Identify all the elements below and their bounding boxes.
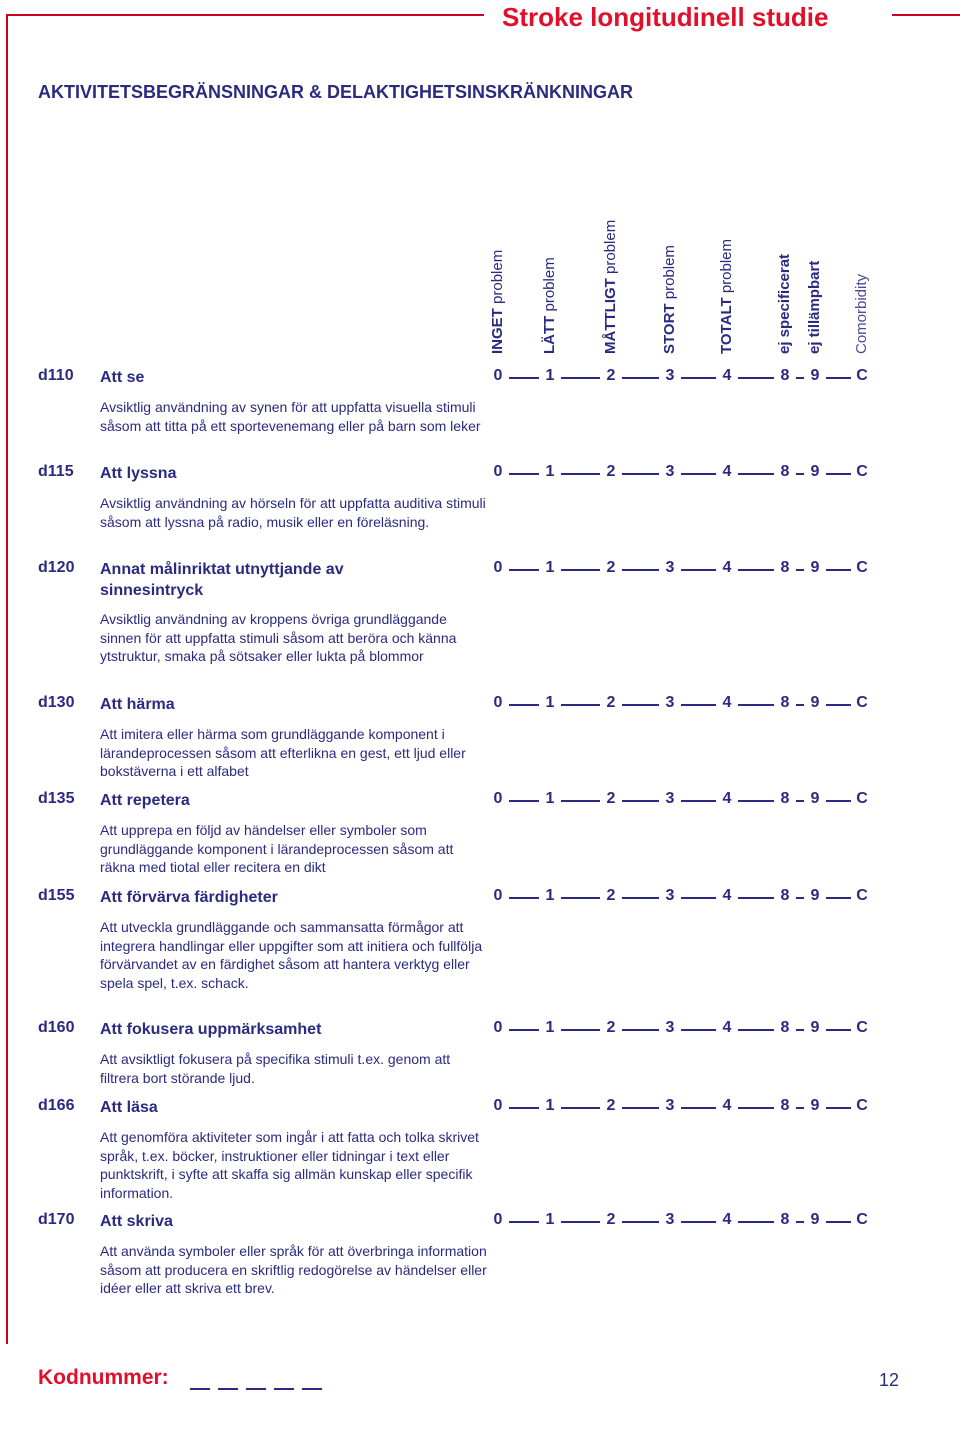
scale-connector-line: [826, 800, 851, 802]
scale-connector-line: [738, 1107, 774, 1109]
scale-connector-line: [796, 1107, 804, 1109]
rating-option-3[interactable]: 3: [665, 367, 675, 384]
item-name: Att härma: [100, 696, 175, 713]
scale-connector-line: [738, 800, 774, 802]
rating-option-9[interactable]: 9: [810, 367, 820, 384]
rating-option-9[interactable]: 9: [810, 1097, 820, 1114]
rating-option-C[interactable]: C: [856, 463, 868, 480]
scale-connector-line: [738, 1221, 774, 1223]
scale-connector-line: [561, 1029, 600, 1031]
rating-option-4[interactable]: 4: [722, 1211, 732, 1228]
rating-option-8[interactable]: 8: [780, 790, 790, 807]
scale-connector-line: [681, 569, 716, 571]
scale-connector-line: [738, 704, 774, 706]
rating-option-3[interactable]: 3: [665, 694, 675, 711]
scale-column-header-text: problem: [661, 245, 678, 304]
rating-option-1[interactable]: 1: [545, 367, 555, 384]
rating-option-9[interactable]: 9: [810, 1211, 820, 1228]
frame-line-top-left: [6, 14, 484, 16]
item-description: Avsiktlig användning av synen för att uppfatta visuella stimuli såsom att titta på ett sportevenemang eller på barn som leker: [100, 399, 481, 434]
rating-option-2[interactable]: 2: [606, 367, 616, 384]
rating-option-4[interactable]: 4: [722, 694, 732, 711]
rating-scale: [490, 367, 890, 391]
rating-option-C[interactable]: C: [856, 1211, 868, 1228]
scale-connector-line: [796, 1221, 804, 1223]
page-number: 12: [879, 1370, 900, 1390]
scale-connector-line: [622, 1221, 659, 1223]
item-name: Annat målinriktat utnyttjande av sinnesintryck: [100, 561, 344, 599]
scale-connector-line: [681, 1029, 716, 1031]
scale-connector-line: [509, 800, 539, 802]
rating-option-4[interactable]: 4: [722, 887, 732, 904]
scale-connector-line: [738, 1029, 774, 1031]
rating-option-2[interactable]: 2: [606, 790, 616, 807]
scale-connector-line: [561, 800, 600, 802]
item-name: Att förvärva färdigheter: [100, 889, 278, 906]
item-name: Att fokusera uppmärksamhet: [100, 1021, 322, 1038]
rating-option-8[interactable]: 8: [780, 887, 790, 904]
item-description: Att använda symboler eller språk för att överbringa information såsom att producera en skriftlig redogörelse av händelser eller idéer eller att skriva ett brev.: [100, 1243, 487, 1296]
scale-connector-line: [622, 473, 659, 475]
scale-connector-line: [796, 1029, 804, 1031]
scale-connector-line: [509, 1107, 539, 1109]
rating-option-3[interactable]: 3: [665, 1019, 675, 1036]
rating-scale: [490, 463, 890, 487]
scale-column-header: [658, 204, 682, 354]
rating-option-0[interactable]: 0: [493, 790, 503, 807]
scale-connector-line: [796, 897, 804, 899]
item-code: d120: [38, 559, 75, 576]
scale-connector-line: [561, 569, 600, 571]
scale-connector-line: [738, 897, 774, 899]
scale-connector-line: [561, 473, 600, 475]
scale-connector-line: [826, 897, 851, 899]
scale-connector-line: [509, 1029, 539, 1031]
item-name: Att se: [100, 369, 145, 386]
item-code: d170: [38, 1211, 75, 1228]
rating-option-8[interactable]: 8: [780, 1019, 790, 1036]
scale-column-header: [538, 204, 562, 354]
scale-connector-line: [681, 800, 716, 802]
scale-connector-line: [622, 1029, 659, 1031]
scale-connector-line: [561, 377, 600, 379]
scale-column-header: [599, 204, 623, 354]
rating-option-3[interactable]: 3: [665, 1097, 675, 1114]
rating-option-4[interactable]: 4: [722, 790, 732, 807]
frame-line-top-right: [892, 14, 960, 16]
rating-option-0[interactable]: 0: [493, 1019, 503, 1036]
scale-column-header-emphasis: LÄTT: [541, 315, 558, 354]
rating-option-4[interactable]: 4: [722, 367, 732, 384]
rating-option-2[interactable]: 2: [606, 1097, 616, 1114]
scale-connector-line: [796, 800, 804, 802]
item-description: Avsiktlig användning av kroppens övriga grundläggande sinnen för att uppfatta stimuli såsom att beröra och känna ytstruktur, smaka på sötsaker eller lukta på blommor: [100, 611, 457, 664]
item-description: Att avsiktligt fokusera på specifika stimuli t.ex. genom att filtrera bort störande ljud.: [100, 1051, 451, 1086]
item-code: d166: [38, 1097, 75, 1114]
rating-option-1[interactable]: 1: [545, 790, 555, 807]
scale-column-header-emphasis: INGET: [489, 308, 506, 354]
rating-option-1[interactable]: 1: [545, 463, 555, 480]
item-code: d135: [38, 790, 75, 807]
scale-column-header-emphasis: STORT: [661, 303, 678, 354]
scale-connector-line: [622, 704, 659, 706]
rating-scale: [490, 790, 890, 814]
rating-option-4[interactable]: 4: [722, 463, 732, 480]
rating-option-0[interactable]: 0: [493, 367, 503, 384]
rating-option-9[interactable]: 9: [810, 694, 820, 711]
scale-connector-line: [738, 569, 774, 571]
rating-option-0[interactable]: 0: [493, 559, 503, 576]
scale-connector-line: [622, 377, 659, 379]
scale-column-header-text: problem: [718, 238, 735, 298]
rating-option-1[interactable]: 1: [545, 1019, 555, 1036]
item-code: d155: [38, 887, 75, 904]
scale-connector-line: [826, 377, 851, 379]
rating-scale: [490, 694, 890, 718]
rating-option-9[interactable]: 9: [810, 559, 820, 576]
item-code: d130: [38, 694, 75, 711]
rating-option-C[interactable]: C: [856, 887, 868, 904]
rating-option-C[interactable]: C: [856, 790, 868, 807]
rating-option-1[interactable]: 1: [545, 1211, 555, 1228]
rating-option-2[interactable]: 2: [606, 463, 616, 480]
scale-connector-line: [681, 377, 716, 379]
scale-connector-line: [796, 473, 804, 475]
scale-connector-line: [622, 1107, 659, 1109]
rating-option-C[interactable]: C: [856, 1019, 868, 1036]
rating-option-1[interactable]: 1: [545, 1097, 555, 1114]
rating-option-C[interactable]: C: [856, 367, 868, 384]
item-name: Att läsa: [100, 1099, 158, 1116]
scale-connector-line: [796, 704, 804, 706]
rating-option-9[interactable]: 9: [810, 790, 820, 807]
scale-connector-line: [681, 704, 716, 706]
scale-connector-line: [826, 1107, 851, 1109]
item-code: d160: [38, 1019, 75, 1036]
scale-connector-line: [826, 704, 851, 706]
item-description: Att upprepa en följd av händelser eller symboler som grundläggande komponent i lärandeprocessen såsom att räkna med tiotal eller recitera en dikt: [100, 822, 454, 875]
scale-connector-line: [509, 704, 539, 706]
item-name: Att skriva: [100, 1213, 173, 1230]
rating-scale: [490, 887, 890, 911]
scale-connector-line: [681, 473, 716, 475]
rating-option-9[interactable]: 9: [810, 1019, 820, 1036]
item-name: Att lyssna: [100, 465, 177, 482]
scale-column-header-text: problem: [541, 257, 558, 316]
rating-scale: [490, 559, 890, 583]
rating-option-8[interactable]: 8: [780, 1097, 790, 1114]
rating-option-8[interactable]: 8: [780, 559, 790, 576]
rating-option-C[interactable]: C: [856, 559, 868, 576]
item-description: Avsiktlig användning av hörseln för att uppfatta auditiva stimuli såsom att lyssna på radio, musik eller en föreläsning.: [100, 495, 486, 530]
scale-connector-line: [681, 897, 716, 899]
rating-option-4[interactable]: 4: [722, 559, 732, 576]
rating-option-C[interactable]: C: [856, 694, 868, 711]
scale-connector-line: [509, 569, 539, 571]
scale-connector-line: [622, 569, 659, 571]
rating-option-0[interactable]: 0: [493, 463, 503, 480]
scale-column-header: [803, 204, 827, 354]
item-description: Att utveckla grundläggande och sammansatta förmågor att integrera handlingar eller uppgifter som att initiera och fullfölja förvärvandet av en färdighet såsom att hantera verktyg eller spela spel, t.ex. schack.: [100, 919, 483, 991]
code-number-label: Kodnummer:: [38, 1366, 169, 1389]
rating-scale: [490, 1019, 890, 1043]
rating-option-2[interactable]: 2: [606, 887, 616, 904]
rating-option-4[interactable]: 4: [722, 1019, 732, 1036]
scale-connector-line: [509, 473, 539, 475]
rating-scale: [490, 1097, 890, 1121]
scale-connector-line: [826, 569, 851, 571]
scale-connector-line: [796, 569, 804, 571]
scale-column-header: [850, 204, 874, 354]
rating-option-9[interactable]: 9: [810, 887, 820, 904]
scale-column-header-emphasis: ej specificerat: [776, 253, 793, 354]
rating-option-0[interactable]: 0: [493, 1097, 503, 1114]
rating-option-0[interactable]: 0: [493, 694, 503, 711]
scale-connector-line: [622, 897, 659, 899]
rating-option-4[interactable]: 4: [722, 1097, 732, 1114]
scale-connector-line: [561, 1107, 600, 1109]
scale-column-header-emphasis: MÅTTLIGT: [602, 278, 619, 354]
rating-option-0[interactable]: 0: [493, 887, 503, 904]
scale-connector-line: [561, 897, 600, 899]
item-code: d110: [38, 367, 74, 384]
scale-column-header-text: problem: [489, 249, 506, 309]
rating-option-0[interactable]: 0: [493, 1211, 503, 1228]
scale-connector-line: [561, 704, 600, 706]
rating-option-1[interactable]: 1: [545, 887, 555, 904]
scale-column-header: [715, 204, 739, 354]
rating-option-C[interactable]: C: [856, 1097, 868, 1114]
item-description: Att genomföra aktiviteter som ingår i att fatta och tolka skrivet språk, t.ex. böcker, instruktioner eller tidningar i text eller punktskrift, i syfte att skaffa sig allmän kunskap eller specifik information.: [100, 1129, 479, 1201]
code-number-blanks[interactable]: [190, 1388, 330, 1390]
scale-column-header-emphasis: ej tillämpbart: [806, 260, 823, 354]
rating-option-1[interactable]: 1: [545, 559, 555, 576]
rating-option-2[interactable]: 2: [606, 1019, 616, 1036]
scale-connector-line: [509, 897, 539, 899]
rating-scale: [490, 1211, 890, 1235]
rating-option-3[interactable]: 3: [665, 887, 675, 904]
rating-option-8[interactable]: 8: [780, 367, 790, 384]
item-description: Att imitera eller härma som grundläggande komponent i lärandeprocessen såsom att efterlikna en gest, ett ljud eller bokstäverna i ett alfabet: [100, 726, 466, 779]
item-code: d115: [38, 463, 74, 480]
scale-column-header: [486, 204, 510, 354]
rating-option-9[interactable]: 9: [810, 463, 820, 480]
document-title: Stroke longitudinell studie: [502, 2, 829, 32]
scale-connector-line: [796, 377, 804, 379]
scale-connector-line: [681, 1107, 716, 1109]
rating-option-8[interactable]: 8: [780, 694, 790, 711]
scale-connector-line: [509, 1221, 539, 1223]
item-name: Att repetera: [100, 792, 190, 809]
scale-connector-line: [738, 377, 774, 379]
scale-connector-line: [826, 473, 851, 475]
rating-option-1[interactable]: 1: [545, 694, 555, 711]
rating-option-2[interactable]: 2: [606, 1211, 616, 1228]
scale-connector-line: [622, 800, 659, 802]
scale-connector-line: [681, 1221, 716, 1223]
rating-option-3[interactable]: 3: [665, 559, 675, 576]
section-heading: AKTIVITETSBEGRÄNSNINGAR & DELAKTIGHETSINSKRÄNKNINGAR: [38, 82, 634, 102]
scale-column-header: [773, 204, 797, 354]
scale-column-header-text: Comorbidity: [853, 273, 870, 354]
rating-option-3[interactable]: 3: [665, 463, 675, 480]
scale-connector-line: [826, 1029, 851, 1031]
scale-connector-line: [738, 473, 774, 475]
scale-column-headers: [0, 204, 960, 354]
scale-column-header-text: problem: [602, 219, 619, 279]
scale-connector-line: [561, 1221, 600, 1223]
scale-connector-line: [826, 1221, 851, 1223]
rating-option-2[interactable]: 2: [606, 559, 616, 576]
scale-column-header-emphasis: TOTALT: [718, 297, 735, 354]
scale-connector-line: [509, 377, 539, 379]
rating-option-8[interactable]: 8: [780, 463, 790, 480]
rating-option-8[interactable]: 8: [780, 1211, 790, 1228]
rating-option-3[interactable]: 3: [665, 1211, 675, 1228]
rating-option-3[interactable]: 3: [665, 790, 675, 807]
rating-option-2[interactable]: 2: [606, 694, 616, 711]
